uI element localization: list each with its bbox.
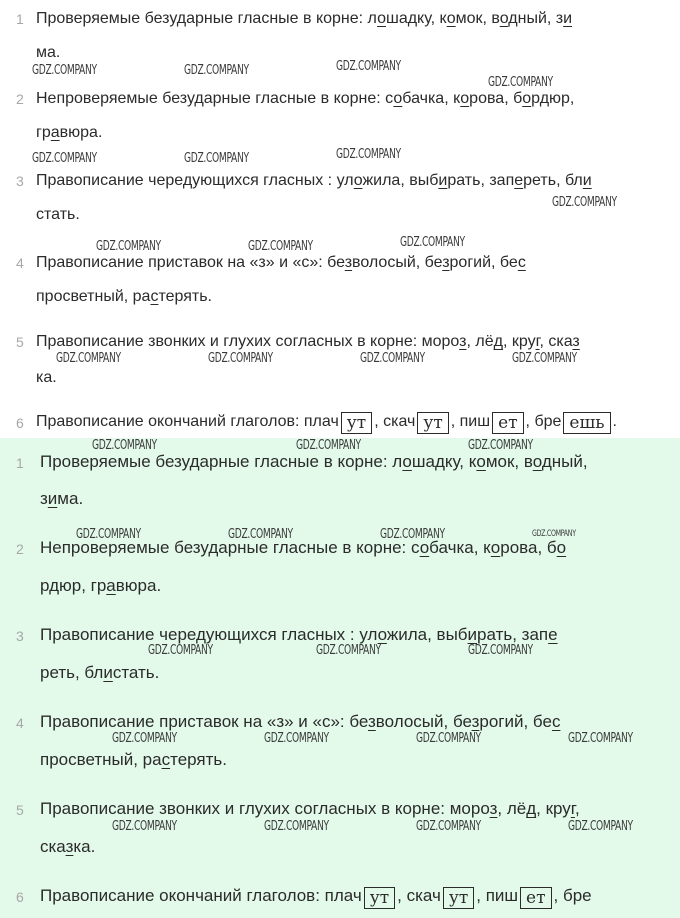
marked-letter: з — [442, 254, 450, 271]
item-line: Правописание приставок на «з» и «с»: безволосый, безрогий, бес — [40, 712, 561, 731]
marked-letter: о — [377, 10, 386, 27]
item-line: Правописание приставок на «з» и «с»: безволосый, безрогий, бес — [36, 254, 526, 271]
marked-letter: о — [393, 90, 403, 107]
watermark: GDZ.COMPANY — [32, 63, 97, 78]
watermark: GDZ.COMPANY — [264, 819, 329, 834]
marked-letter: с — [150, 288, 159, 305]
marked-letter: о — [476, 452, 486, 471]
marked-letter: о — [522, 90, 532, 107]
watermark: GDZ.COMPANY — [184, 63, 249, 78]
item-line: Непроверяемые безударные гласные в корне: собачка, корова, бордюр, — [36, 90, 575, 107]
marked-letter: о — [460, 90, 470, 107]
watermark: GDZ.COMPANY — [400, 235, 465, 250]
watermark: GDZ.COMPANY — [184, 151, 249, 166]
exercise-block-1 — [0, 0, 680, 438]
item-line: Правописание окончаний глаголов: плач ут , скач ут , пиш ет , бре ешь . — [36, 413, 617, 433]
marked-letter: о — [353, 172, 363, 189]
item-line: Правописание звонких и глухих согласных в корне: мороз, лёд, круг, — [40, 799, 580, 818]
marked-letter: з — [65, 837, 74, 856]
item-line: сказка. — [40, 837, 96, 856]
marked-letter: и — [563, 10, 573, 27]
marked-letter: з — [489, 799, 498, 818]
marked-letter: з — [471, 712, 480, 731]
item-line: Непроверяемые безударные гласные в корне: собачка, корова, бо — [40, 538, 567, 557]
marked-letter: а — [50, 124, 60, 141]
marked-letter: о — [490, 538, 501, 557]
item-number: 5 — [16, 334, 24, 350]
marked-letter: и — [467, 625, 478, 644]
watermark: GDZ.COMPANY — [336, 59, 401, 74]
watermark: GDZ.COMPANY — [468, 438, 533, 453]
item-line: реть, блистать. — [40, 663, 160, 682]
item-line: Проверяемые безударные гласные в корне: лошадку, комок, водный, зи — [36, 10, 573, 27]
marked-letter: о — [499, 10, 509, 27]
item-number: 4 — [16, 715, 24, 731]
item-number: 1 — [16, 455, 24, 471]
watermark: GDZ.COMPANY — [264, 731, 329, 746]
marked-letter: и — [47, 489, 58, 508]
exercise-block-2 — [0, 438, 680, 918]
item-number: 5 — [16, 802, 24, 818]
item-number: 3 — [16, 173, 24, 189]
watermark: GDZ.COMPANY — [96, 239, 161, 254]
boxed-ending: ут — [341, 412, 372, 434]
item-line: Правописание звонких и глухих согласных в корне: мороз, лёд, круг, сказ — [36, 333, 580, 350]
watermark: GDZ.COMPANY — [208, 351, 273, 366]
boxed-ending: ет — [520, 887, 551, 909]
watermark: GDZ.COMPANY — [112, 731, 177, 746]
marked-letter: д — [493, 333, 503, 350]
marked-letter: и — [103, 663, 113, 682]
marked-letter: з — [572, 333, 580, 350]
marked-letter: о — [402, 452, 412, 471]
marked-letter: д — [526, 799, 537, 818]
boxed-ending: ешь — [563, 412, 610, 434]
boxed-ending: ет — [492, 412, 523, 434]
item-number: 2 — [16, 541, 24, 557]
watermark: GDZ.COMPANY — [488, 75, 553, 90]
item-number: 2 — [16, 91, 24, 107]
marked-letter: с — [517, 254, 526, 271]
item-line: ма. — [36, 44, 61, 61]
marked-letter: г — [570, 799, 575, 818]
item-line: Правописание чередующихся гласных : уложила, выбирать, запе — [40, 625, 558, 644]
watermark: GDZ.COMPANY — [360, 351, 425, 366]
marked-letter: о — [556, 538, 567, 557]
watermark: GDZ.COMPANY — [316, 643, 381, 658]
watermark: GDZ.COMPANY — [296, 438, 361, 453]
watermark: GDZ.COMPANY — [568, 731, 633, 746]
marked-letter: е — [548, 625, 558, 644]
watermark: GDZ.COMPANY — [552, 195, 617, 210]
item-line: просветный, растерять. — [40, 750, 227, 769]
item-line: гравюра. — [36, 124, 103, 141]
marked-letter: з — [344, 254, 353, 271]
watermark: GDZ.COMPANY — [112, 819, 177, 834]
watermark: GDZ.COMPANY — [32, 151, 97, 166]
marked-letter: о — [532, 452, 542, 471]
boxed-ending: ут — [364, 887, 395, 909]
marked-letter: с — [161, 750, 171, 769]
watermark: GDZ.COMPANY — [228, 527, 293, 542]
item-line: рдюр, гравюра. — [40, 576, 162, 595]
item-line: Проверяемые безударные гласные в корне: лошадку, комок, водный, — [40, 452, 588, 471]
watermark: GDZ.COMPANY — [336, 147, 401, 162]
marked-letter: з — [459, 333, 467, 350]
watermark: GDZ.COMPANY — [532, 529, 576, 539]
watermark: GDZ.COMPANY — [248, 239, 313, 254]
item-line: зима. — [40, 489, 84, 508]
marked-letter: о — [419, 538, 430, 557]
watermark: GDZ.COMPANY — [568, 819, 633, 834]
boxed-ending: ут — [417, 412, 448, 434]
marked-letter: е — [514, 172, 524, 189]
boxed-ending: ут — [443, 887, 474, 909]
watermark: GDZ.COMPANY — [416, 819, 481, 834]
watermark: GDZ.COMPANY — [92, 438, 157, 453]
watermark: GDZ.COMPANY — [148, 643, 213, 658]
item-line: ка. — [36, 369, 57, 386]
marked-letter: о — [446, 10, 456, 27]
item-number: 4 — [16, 255, 24, 271]
marked-letter: и — [438, 172, 448, 189]
item-number: 1 — [16, 11, 24, 27]
marked-letter: с — [551, 712, 561, 731]
item-line: Правописание чередующихся гласных : уложила, выбирать, запереть, бли — [36, 172, 592, 189]
marked-letter: з — [368, 712, 376, 731]
item-line: Правописание окончаний глаголов: плач ут , скач ут , пиш ет , бре — [40, 886, 592, 908]
watermark: GDZ.COMPANY — [512, 351, 577, 366]
marked-letter: г — [535, 333, 540, 350]
item-line: просветный, растерять. — [36, 288, 212, 305]
watermark: GDZ.COMPANY — [380, 527, 445, 542]
item-line: стать. — [36, 206, 80, 223]
item-number: 6 — [16, 415, 24, 431]
marked-letter: а — [106, 576, 116, 595]
watermark: GDZ.COMPANY — [76, 527, 141, 542]
watermark: GDZ.COMPANY — [56, 351, 121, 366]
watermark: GDZ.COMPANY — [416, 731, 481, 746]
item-number: 6 — [16, 889, 24, 905]
watermark: GDZ.COMPANY — [468, 643, 533, 658]
marked-letter: о — [377, 625, 387, 644]
marked-letter: и — [582, 172, 592, 189]
item-number: 3 — [16, 628, 24, 644]
